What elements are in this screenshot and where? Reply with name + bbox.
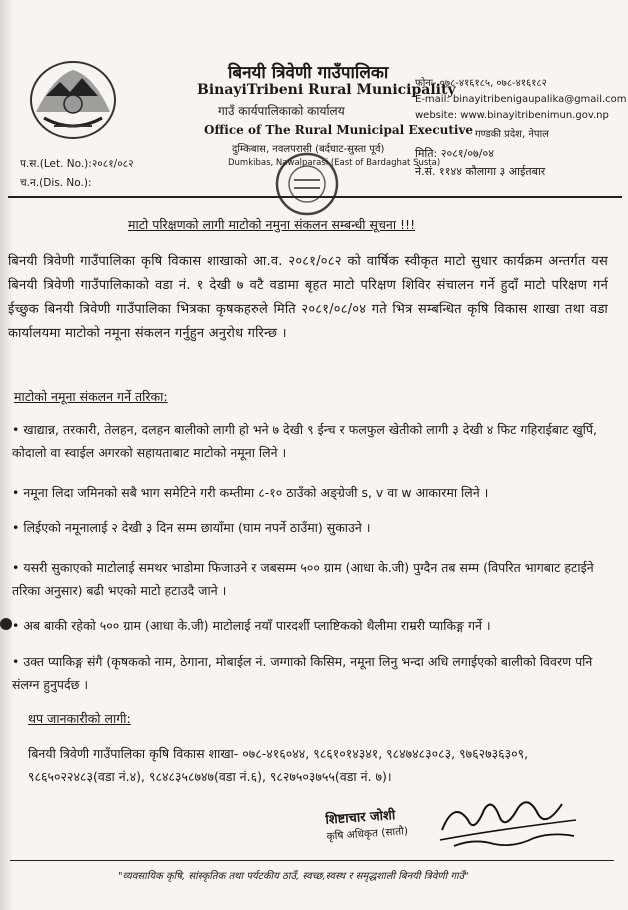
nepal-sambat-date: ने.सं. ११४४ कौलागा ३ आईतबार: [415, 165, 546, 178]
instruction-item: • नमूना लिदा जमिनको सबै भाग समेटिने गरी कम्तीमा ८-१० ठाउँको अङ्ग्रेजी s, v वा w आकारमा लिने ।: [12, 485, 489, 500]
municipality-name-np: बिनयी त्रिवेणी गाउँपालिका: [228, 63, 389, 83]
method-heading: माटोको नमूना संकलन गर्ने तरिका:: [14, 389, 168, 404]
address-np: दुम्किबास, नवलपरासी (बर्दघाट-सुस्ता पूर्व): [232, 144, 385, 155]
office-stamp: [270, 150, 344, 218]
letter-number: प.स.(Let. No.):२०८१/०८२: [20, 158, 134, 170]
letter-date: मिति: २०८१/०७/०४: [415, 147, 494, 160]
intro-paragraph: बिनयी त्रिवेणी गाउँपालिका कृषि विकास शाखाको आ.व. २०८१/०८२ को वार्षिक स्वीकृत माटो सुधार कार्यक्रम अन्तर्गत यस बिनयी त्रिवेणी गाउँपालिकाको वडा नं. १ देखी ७ वटै वडामा बृहत माटो परिक्षण शिविर संचालन गर्ने हुदाँ माटो परिक्षण गर्न ईच्छुक बिनयी त्रिवेणी गाउँपालिका भित्रका कृषकहरुले मिति २०८१/०८/०४ गते भित्र सम्बन्धित कृषि विकास शाखा तथा वडा कार्यालयमा माटोको नमूना संकलन गर्नुहुन अनुरोध गरिन्छ ।: [8, 254, 608, 341]
province-text: गण्डकी प्रदेश, नेपाल: [475, 129, 549, 140]
office-name-np: गाउँ कार्यपालिकाको कार्यालय: [218, 104, 345, 118]
office-name-en: Office of The Rural Municipal Executive: [204, 123, 474, 137]
notice-subject: माटो परिक्षणको लागी माटोको नमुना संकलन सम्बन्धी सूचना !!!: [128, 217, 416, 232]
instruction-item: • लिईएको नमूनालाई २ देखी ३ दिन सम्म छायाँमा (घाम नपर्ने ठाउँमा) सुकाउने ।: [12, 520, 371, 535]
signatory-title: कृषि अधिकृत (सातौ): [326, 825, 409, 843]
handwritten-signature: [434, 790, 584, 848]
more-info-heading: थप जानकारीको लागी:: [28, 711, 131, 726]
contact-block: [415, 76, 627, 124]
signatory-name: शिष्टाचार जोशी: [324, 808, 396, 828]
municipality-name-en: BinayiTribeni Rural Municipality: [197, 82, 456, 98]
instruction-item: • खाद्यान्न, तरकारी, तेलहन, दलहन बालीको लागी हो भने ७ देखी ९ ईन्च र फलफुल खेतीको लागी ३ देखी ४ फिट गहिराईबाट खुर्पि, कोदालो वा स्वाईल अगरको सहायताबाट माटोको नमूना लिने ।: [12, 422, 597, 460]
punch-hole-mark: [0, 618, 12, 630]
footer-slogan: "व्यवसायिक कृषि, सांस्कृतिक तथा पर्यटकीय ठाउँ, स्वच्छ,स्वस्थ र समृद्धशाली बिनयी त्रिवेणी गाउँ": [118, 871, 469, 882]
more-info-text: बिनयी त्रिवेणी गाउँपालिका कृषि विकास शाखा- ०७८-४१६०४४, ९८६१०१४३४१, ९८४७४८३०८३, ९७६२७३६३०९, ९८६५०२२४८३(वडा नं.४), ९८४८३५८७४७(वडा नं.६), ९८२७५०३७५५(वडा नं. ७)।: [28, 746, 529, 784]
nepal-emblem-logo: [24, 56, 122, 144]
reference-block: [20, 155, 134, 193]
address-en: Dumkibas, Nawalparasi (East of Bardaghat Susta): [228, 158, 441, 168]
instruction-item: • उक्त प्याकिङ्ग संगै (कृषकको नाम, ठेगाना, मोबाईल नं. जग्गाको किसिम, नमूना लिनु भन्दा अधि लगाईएको बालीको विवरण पनि संलग्न हुनुपर्दछ ।: [12, 654, 593, 692]
instruction-item: • यसरी सुकाएको माटोलाई समथर भाडोमा फिजाउने र जबसम्म ५०० ग्राम (आधा के.जी) पुग्दैन तब सम्म (विपरित भागबाट हटाईने तरिका अनुसार) बढी भएको माटो हटाउदै जाने ।: [12, 560, 594, 598]
phone-text: फोनः- ०७८-४१६१८५, ०७८-४१६१८२: [415, 78, 547, 89]
website-text: website: www.binayitribenimun.gov.np: [415, 110, 609, 121]
instruction-item: • अब बाकी रहेको ५०० ग्राम (आधा के.जी) माटोलाई नयाँ पारदर्शी प्लाष्टिकको थैलीमा राम्ररी प्याकिङ्ग गर्ने ।: [12, 618, 491, 633]
signatory-stamp: [325, 807, 409, 845]
header-divider: [8, 196, 622, 198]
dispatch-number: च.न.(Dis. No.):: [20, 177, 92, 189]
footer-divider: [10, 860, 614, 861]
email-text: E-mail: binayitribenigaupalika@gmail.com: [415, 94, 627, 105]
